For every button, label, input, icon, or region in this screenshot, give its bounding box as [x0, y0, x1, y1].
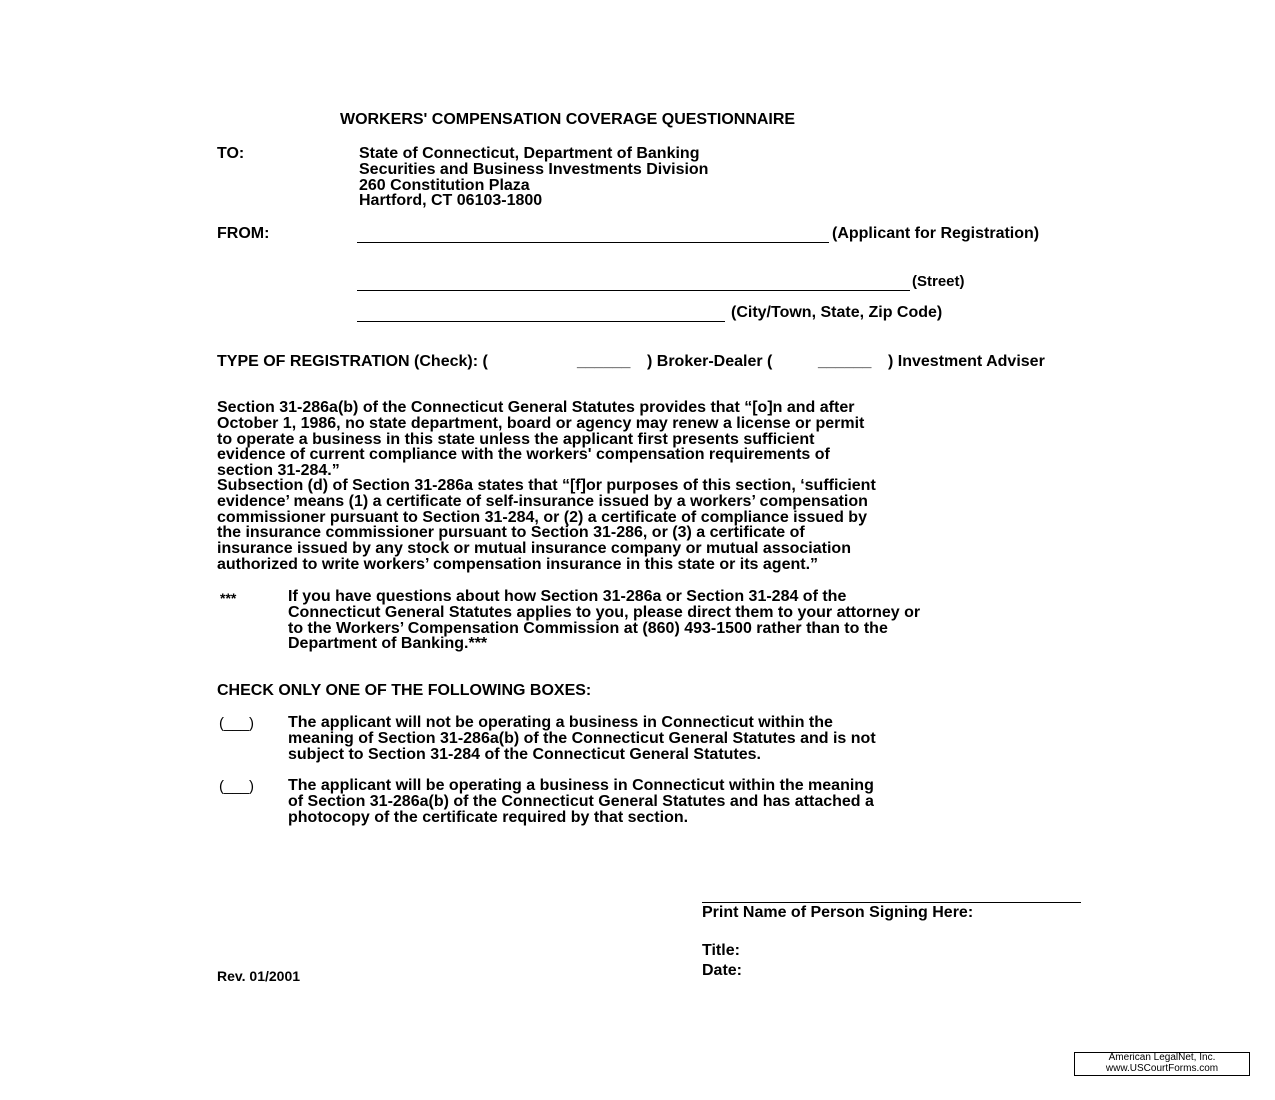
statute-line: to operate a business in this state unless the applicant first presents sufficient: [217, 430, 815, 448]
option-2-text: [288, 778, 874, 825]
option-line: photocopy of the certificate required by that section.: [288, 808, 689, 826]
check-heading: CHECK ONLY ONE OF THE FOLLOWING BOXES:: [217, 682, 592, 699]
page-title: WORKERS' COMPENSATION COVERAGE QUESTIONNAIRE: [340, 111, 796, 128]
to-address-line: Hartford, CT 06103-1800: [359, 192, 543, 209]
to-label: TO:: [217, 145, 245, 162]
option-line: The applicant will be operating a business in Connecticut within the meaning: [288, 777, 874, 794]
footer-company: American LegalNet, Inc.: [1108, 1052, 1216, 1063]
statute-line: section 31-284.”: [217, 462, 340, 480]
to-address-line: Securities and Business Investments Division: [359, 161, 709, 178]
street-label: (Street): [912, 273, 965, 290]
note-line: Connecticut General Statutes applies to you, please direct them to your attorney or: [288, 603, 921, 621]
option-line: The applicant will not be operating a business in Connecticut within the: [288, 714, 833, 731]
print-name-label: Print Name of Person Signing Here:: [702, 904, 974, 921]
note-line: If you have questions about how Section 31-286a or Section 31-284 of the: [288, 588, 847, 605]
applicant-label: (Applicant for Registration): [832, 225, 1040, 242]
statute-line: commissioner pursuant to Section 31-284, or (2) a certificate of compliance issued by: [217, 508, 867, 526]
registration-label: TYPE OF REGISTRATION (Check): (: [217, 353, 488, 370]
statute-line: insurance issued by any stock or mutual insurance company or mutual association: [217, 540, 851, 558]
date-label: Date:: [702, 962, 743, 979]
statute-line: authorized to write workers’ compensation insurance in this state or its agent.”: [217, 555, 819, 573]
option-line: meaning of Section 31-286a(b) of the Connecticut General Statutes and is not: [288, 729, 876, 747]
statute-paragraph-2: [217, 478, 876, 573]
statute-line: October 1, 1986, no state department, board or agency may renew a license or permit: [217, 414, 865, 432]
option-line: of Section 31-286a(b) of the Connecticut General Statutes and has attached a: [288, 792, 874, 810]
applicant-name-field[interactable]: [357, 242, 829, 243]
note-paragraph: [288, 589, 920, 652]
city-state-zip-field[interactable]: [357, 321, 725, 322]
statute-line: evidence of current compliance with the workers' compensation requirements of: [217, 446, 830, 464]
option-1-checkbox[interactable]: (___): [219, 715, 255, 732]
option-line: subject to Section 31-284 of the Connecticut General Statutes.: [288, 745, 761, 763]
statute-paragraph-1: [217, 400, 864, 479]
broker-dealer-label: ) Broker-Dealer (: [647, 353, 773, 370]
statute-line: Subsection (d) of Section 31-286a states that “[f]or purposes of this section, ‘sufficient: [217, 477, 876, 494]
note-line: to the Workers’ Compensation Commission at (860) 493-1500 rather than to the: [288, 619, 888, 637]
to-address-line: 260 Constitution Plaza: [359, 177, 530, 194]
note-line: Department of Banking.***: [288, 635, 488, 653]
from-label: FROM:: [217, 225, 270, 242]
to-address-line: State of Connecticut, Department of Banking: [359, 145, 700, 162]
investment-adviser-checkbox[interactable]: ______: [818, 353, 872, 370]
broker-dealer-checkbox[interactable]: ______: [577, 353, 631, 370]
title-label: Title:: [702, 942, 740, 959]
statute-line: Section 31-286a(b) of the Connecticut General Statutes provides that “[o]n and after: [217, 399, 855, 416]
signature-line[interactable]: [702, 902, 1081, 903]
option-2-checkbox[interactable]: (___): [219, 778, 255, 795]
statute-line: evidence’ means (1) a certificate of self-insurance issued by a workers’ compensation: [217, 492, 868, 510]
footer-website[interactable]: www.USCourtForms.com: [1105, 1062, 1219, 1074]
city-state-zip-label: (City/Town, State, Zip Code): [731, 304, 943, 321]
revision-label: Rev. 01/2001: [217, 968, 301, 984]
statute-line: the insurance commissioner pursuant to Section 31-286, or (3) a certificate of: [217, 524, 805, 542]
option-1-text: [288, 715, 876, 762]
note-marker: ***: [220, 590, 237, 606]
footer-stamp: [1074, 1052, 1250, 1076]
street-field[interactable]: [357, 290, 910, 291]
investment-adviser-label: ) Investment Adviser: [888, 353, 1045, 370]
